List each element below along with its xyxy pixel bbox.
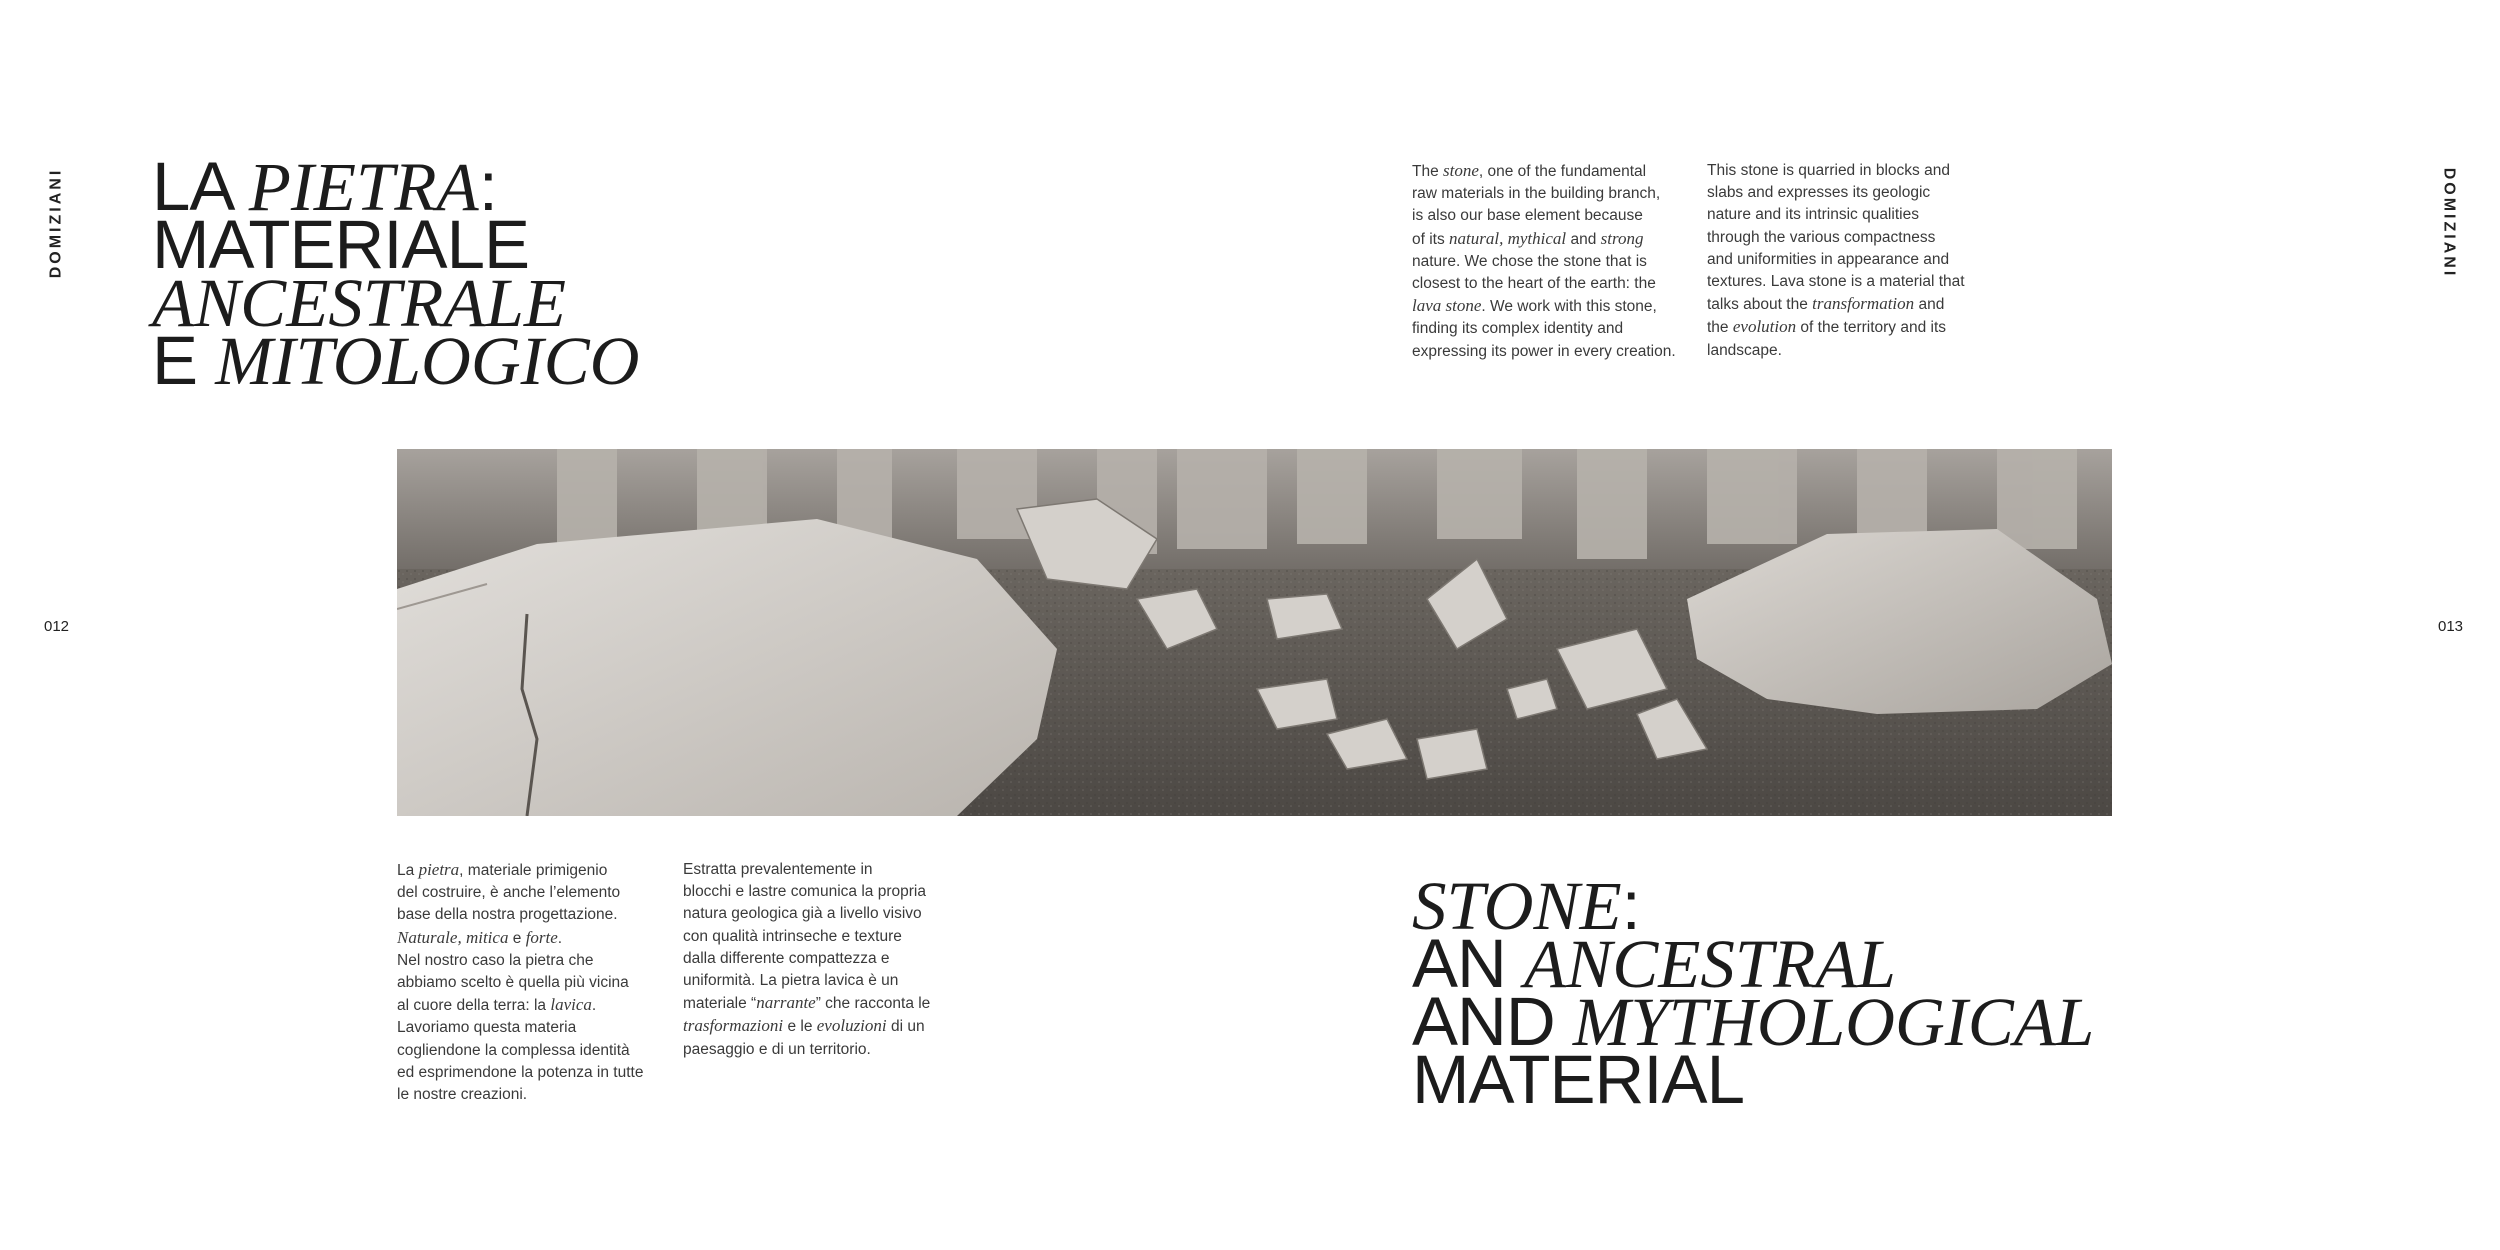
body-text: blocchi e lastre comunica la propria bbox=[683, 883, 926, 901]
body-text: the bbox=[1707, 319, 1733, 337]
paragraph-line bbox=[397, 1040, 643, 1062]
paragraph-line bbox=[1412, 273, 1676, 295]
body-text: e le bbox=[783, 1018, 817, 1036]
brand-mark-right bbox=[2428, 158, 2468, 288]
body-text: and bbox=[1914, 296, 1945, 314]
body-text: ed esprimendone la potenza in tutte bbox=[397, 1063, 644, 1081]
body-text: uniformità. La pietra lavica è un bbox=[683, 972, 899, 990]
paragraph-line bbox=[1707, 249, 1965, 271]
headline-segment: LA bbox=[152, 148, 249, 225]
paragraph-line bbox=[1707, 293, 1965, 316]
body-text: . bbox=[557, 929, 563, 947]
italian-paragraph-2 bbox=[683, 859, 930, 1061]
paragraph-line bbox=[397, 927, 643, 950]
paragraph-line bbox=[397, 1017, 643, 1039]
body-text: di un bbox=[886, 1018, 925, 1036]
paragraph-line bbox=[397, 972, 643, 994]
brand-mark-left bbox=[36, 158, 76, 288]
headline-segment: E bbox=[152, 322, 216, 399]
body-text: . We work with this stone, bbox=[1481, 298, 1657, 316]
emphasis-text: strong bbox=[1600, 228, 1644, 248]
italian-headline bbox=[152, 148, 640, 399]
body-text: natura geologica già a livello visivo bbox=[683, 905, 922, 923]
body-text: dalla differente compattezza e bbox=[683, 949, 890, 967]
paragraph-line bbox=[1412, 183, 1676, 205]
body-text: le nostre creazioni. bbox=[397, 1086, 528, 1104]
paragraph-line bbox=[397, 994, 643, 1017]
paragraph-line bbox=[683, 1015, 930, 1038]
body-text: textures. Lava stone is a material that bbox=[1707, 273, 1965, 291]
paragraph-line bbox=[1707, 340, 1965, 362]
paragraph-line bbox=[397, 950, 643, 972]
paragraph-line bbox=[1412, 318, 1676, 340]
body-text: Lavoriamo questa materia bbox=[397, 1019, 577, 1037]
body-text: del costruire, è anche l’elemento bbox=[397, 884, 621, 902]
paragraph-line bbox=[683, 881, 930, 903]
emphasis-text: pietra bbox=[418, 860, 460, 879]
paragraph-line bbox=[397, 859, 643, 882]
paragraph-line bbox=[1412, 228, 1676, 251]
paragraph-line bbox=[1412, 205, 1676, 227]
paragraph-line bbox=[397, 1062, 643, 1084]
italian-paragraph-1 bbox=[397, 859, 643, 1106]
paragraph-line bbox=[1707, 316, 1965, 339]
paragraph-line bbox=[1412, 251, 1676, 273]
paragraph-line bbox=[1707, 182, 1965, 204]
paragraph-line bbox=[1412, 295, 1676, 318]
emphasis-text: narrante bbox=[756, 993, 816, 1013]
emphasis-text: evolution bbox=[1732, 317, 1797, 337]
paragraph-line bbox=[683, 903, 930, 925]
paragraph-line bbox=[683, 1039, 930, 1061]
headline-segment: MITOLOGICO bbox=[215, 323, 640, 399]
body-text: and uniformities in appearance and bbox=[1707, 250, 1950, 268]
brand-text: DOMIZIANI bbox=[47, 167, 65, 279]
body-text: Estratta prevalentemente in bbox=[683, 861, 873, 878]
body-text: La bbox=[397, 862, 419, 879]
paragraph-line bbox=[683, 970, 930, 992]
headline-segment: MATERIAL bbox=[1412, 1041, 1744, 1118]
body-text: nature. We chose the stone that is bbox=[1412, 252, 1647, 270]
headline-segment: AN bbox=[1412, 925, 1525, 1002]
body-text: , materiale primigenio bbox=[459, 862, 608, 879]
body-text: landscape. bbox=[1707, 341, 1782, 359]
headline-segment: ANCESTRALE bbox=[152, 265, 567, 341]
paragraph-line bbox=[683, 992, 930, 1015]
body-text: raw materials in the building branch, bbox=[1412, 185, 1661, 203]
body-text: of the territory and its bbox=[1796, 319, 1947, 337]
emphasis-text: stone bbox=[1443, 161, 1479, 180]
body-text: of its bbox=[1412, 230, 1450, 248]
body-text: al cuore della terra: la bbox=[397, 997, 551, 1015]
paragraph-line bbox=[683, 859, 930, 881]
paragraph-line bbox=[397, 882, 643, 904]
page-number-right: 013 bbox=[2438, 618, 2464, 635]
body-text: nature and its intrinsic qualities bbox=[1707, 206, 1919, 224]
body-text: . bbox=[591, 997, 597, 1015]
headline-segment: MATERIALE bbox=[152, 206, 529, 283]
emphasis-text: forte bbox=[525, 927, 558, 947]
headline-segment: : bbox=[1621, 867, 1640, 944]
emphasis-text: Naturale, mitica bbox=[397, 927, 509, 947]
emphasis-text: lava stone bbox=[1412, 296, 1482, 316]
body-text: e bbox=[508, 929, 526, 947]
emphasis-text: trasformazioni bbox=[683, 1016, 784, 1036]
body-text: closest to the heart of the earth: the bbox=[1412, 275, 1656, 293]
page-number-left: 012 bbox=[44, 618, 70, 635]
lava-stone-quarry-photo bbox=[397, 449, 2112, 816]
emphasis-text: lavica bbox=[550, 995, 592, 1015]
paragraph-line bbox=[1412, 341, 1676, 363]
body-text: slabs and expresses its geologic bbox=[1707, 184, 1931, 202]
english-intro-paragraph-1 bbox=[1412, 160, 1676, 363]
emphasis-text: transformation bbox=[1812, 294, 1915, 314]
headline-line bbox=[152, 322, 640, 399]
quarry-photo-illustration bbox=[397, 449, 2112, 816]
emphasis-text: evoluzioni bbox=[816, 1016, 887, 1036]
brand-text: DOMIZIANI bbox=[2440, 167, 2458, 279]
body-text: and bbox=[1566, 230, 1601, 248]
headline-segment: : bbox=[478, 148, 497, 225]
body-text: , one of the fundamental bbox=[1478, 163, 1647, 180]
body-text: base della nostra progettazione. bbox=[397, 906, 618, 924]
paragraph-line bbox=[397, 904, 643, 926]
body-text: Nel nostro caso la pietra che bbox=[397, 951, 594, 969]
paragraph-line bbox=[1707, 227, 1965, 249]
paragraph-line bbox=[1412, 160, 1676, 183]
paragraph-line bbox=[1707, 204, 1965, 226]
headline-segment: AND bbox=[1412, 983, 1573, 1060]
paragraph-line bbox=[1707, 271, 1965, 293]
body-text: through the various compactness bbox=[1707, 228, 1936, 246]
body-text: abbiamo scelto è quella più vicina bbox=[397, 974, 629, 992]
headline-segment: STONE bbox=[1412, 868, 1622, 944]
body-text: ” che racconta le bbox=[815, 995, 931, 1013]
english-headline bbox=[1412, 867, 2095, 1118]
body-text: This stone is quarried in blocks and bbox=[1707, 162, 1950, 179]
body-text: expressing its power in every creation. bbox=[1412, 342, 1676, 360]
body-text: is also our base element because bbox=[1412, 207, 1643, 225]
paragraph-line bbox=[1707, 160, 1965, 182]
headline-segment: MYTHOLOGICAL bbox=[1572, 984, 2095, 1060]
body-text: con qualità intrinseche e texture bbox=[683, 927, 902, 945]
body-text: The bbox=[1412, 163, 1444, 180]
body-text: materiale “ bbox=[683, 995, 757, 1013]
body-text: talks about the bbox=[1707, 296, 1813, 314]
english-intro-paragraph-2 bbox=[1707, 160, 1965, 362]
body-text: cogliendone la complessa identità bbox=[397, 1041, 630, 1059]
body-text: paesaggio e di un territorio. bbox=[683, 1040, 871, 1058]
emphasis-text: natural, mythical bbox=[1449, 228, 1567, 248]
headline-segment: ANCESTRAL bbox=[1524, 926, 1896, 1002]
paragraph-line bbox=[683, 948, 930, 970]
paragraph-line bbox=[683, 926, 930, 948]
headline-segment: PIETRA bbox=[248, 149, 479, 225]
body-text: finding its complex identity and bbox=[1412, 320, 1624, 338]
paragraph-line bbox=[397, 1084, 643, 1106]
